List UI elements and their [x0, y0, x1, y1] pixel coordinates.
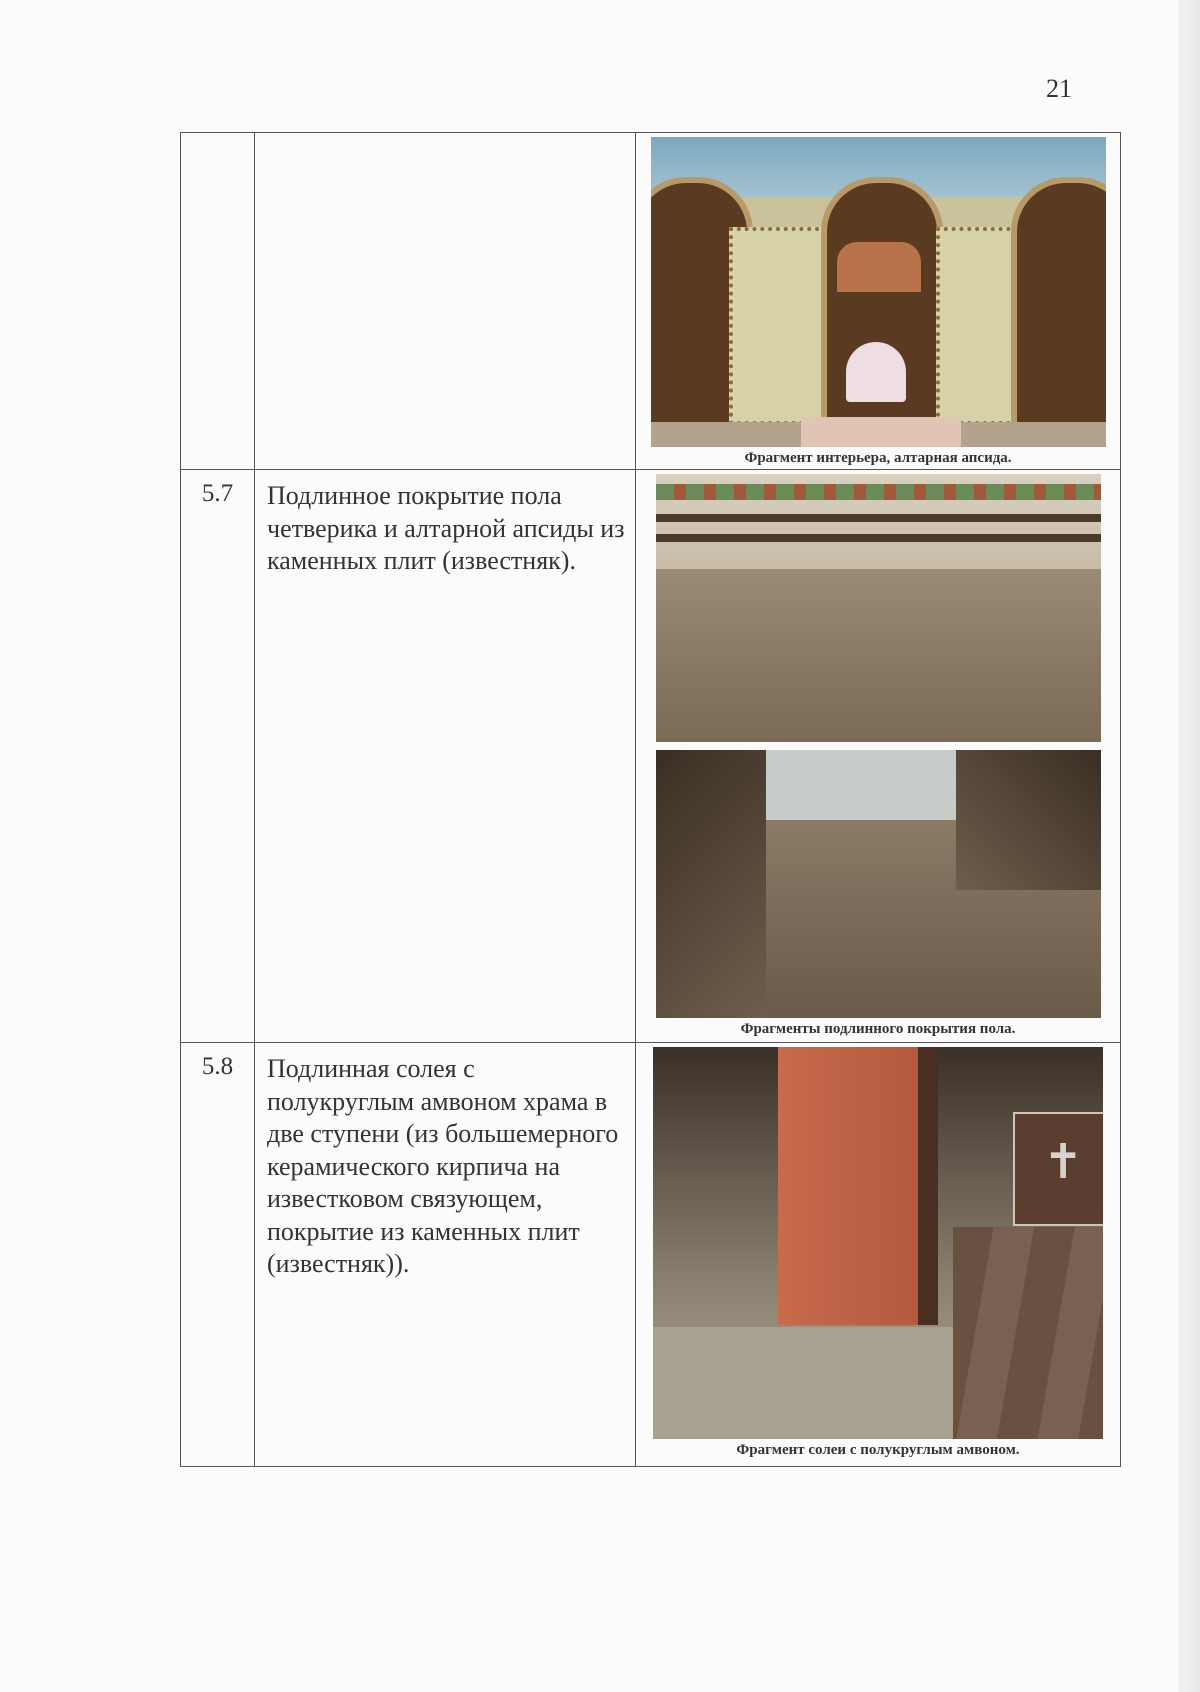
row-description: Подлинная солея с полукруглым амвоном храма в две ступени (из большемерного керамического кирпича на известковом связующем, покрытие из каменных плит (известняк)).	[267, 1054, 619, 1278]
document-table	[180, 132, 1121, 1467]
row-number: 5.8	[201, 1053, 234, 1080]
table-row	[181, 470, 1121, 1043]
photo-cell	[636, 470, 1121, 1043]
photo-soleas-ambo	[653, 1047, 1103, 1439]
row-number	[181, 133, 254, 143]
photo-caption: Фрагменты подлинного покрытия пола.	[740, 1021, 1016, 1037]
photo-floor-2	[656, 750, 1101, 1018]
row-number-cell	[181, 470, 255, 1043]
photo-cell	[636, 133, 1121, 470]
photo-caption: Фрагмент солеи с полукруглым амвоном.	[736, 1442, 1020, 1458]
table-row	[181, 1043, 1121, 1467]
description-cell	[255, 133, 636, 470]
photo-altar-apse	[651, 137, 1106, 447]
row-description	[255, 133, 635, 143]
description-cell	[255, 470, 636, 1043]
description-cell	[255, 1043, 636, 1467]
photo-cell	[636, 1043, 1121, 1467]
page-number: 21	[1046, 74, 1072, 103]
photo-caption: Фрагмент интерьера, алтарная апсида.	[744, 450, 1012, 466]
table-row	[181, 133, 1121, 470]
row-number-cell	[181, 1043, 255, 1467]
row-number: 5.7	[201, 480, 234, 507]
row-description: Подлинное покрытие пола четверика и алтарной апсиды из каменных плит (известняк).	[267, 481, 625, 575]
cross-icon: ✝	[1043, 1136, 1084, 1189]
page-edge	[1178, 0, 1200, 1692]
row-number-cell	[181, 133, 255, 470]
photo-floor-1	[656, 474, 1101, 742]
